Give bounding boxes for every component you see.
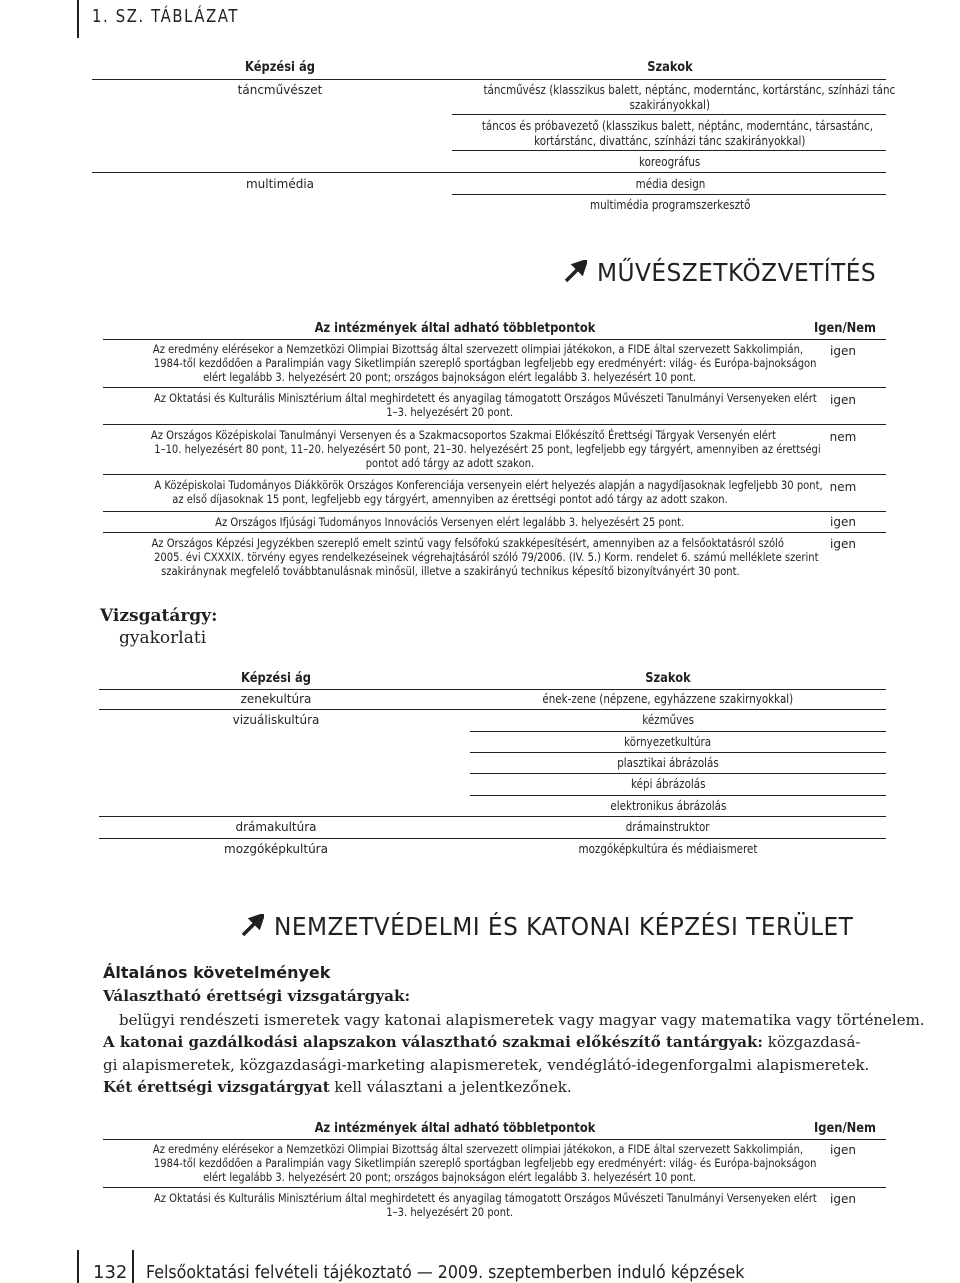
points-row-value: nem <box>829 480 857 494</box>
points-row-text: Az Országos Ifjúsági Tudományos Innovációs Versenyen elért legalább 3. helyezésért 25 pont. <box>215 515 685 529</box>
points-row-text: Az Országos Képzési Jegyzékben szereplő emelt szintű vagy felsőfokú szakképesítésért, amennyiben az a felsőoktatásról szóló 2005. évi CXXXIX. törvény egyes rendelkezéseinek végrehajtásáról szóló 79/2006. (IV. 5.) Korm. rendelet 6. számú melléklete szerint szakiránynak megfelelő továbbtanulásnak minősül, illetve a szakirányú technikus képesítő bizonyítványért 30 pont. <box>151 536 819 578</box>
military-subjects-paragraph: A katonai gazdálkodási alapszakon választható szakmai előkészítő tantárgyak: közgazdasá- <box>103 1033 861 1051</box>
row-rule <box>103 511 886 512</box>
footer-publication-title: Felsőoktatási felvételi tájékoztató — 2009. szeptemberben induló képzések <box>146 1262 745 1283</box>
row-rule <box>470 752 886 753</box>
major-cell: koreográfus <box>639 155 701 169</box>
row-rule <box>103 424 886 425</box>
branch-cell: drámakultúra <box>235 820 317 834</box>
table-header-rule <box>103 339 886 340</box>
exam-subject-value: gyakorlati <box>119 628 207 648</box>
column-header-yes-no: Igen/Nem <box>814 1120 876 1136</box>
points-row-value: igen <box>830 1192 856 1206</box>
table-header-rule <box>92 79 886 80</box>
row-rule <box>99 709 886 710</box>
elective-subjects-text: belügyi rendészeti ismeretek vagy katonai alapismeretek vagy magyar vagy matematika vagy történelem. <box>119 1011 925 1029</box>
major-cell: plasztikai ábrázolás <box>617 756 719 770</box>
column-header-majors: Szakok <box>647 59 693 75</box>
column-header-branch: Képzési ág <box>245 59 315 75</box>
points-row-text: A Középiskolai Tudományos Diákkörök Országos Konferenciája versenyein elért helyezés alapján a nagydíjasoknak legfeljebb 30 pont, az első díjasoknak 15 pont, legfeljebb egy tárgyért, amennyiben az érettségi pontot adó tárgy az adott szakon. <box>154 478 823 506</box>
column-header-points: Az intézmények által adható többletpontok <box>314 320 596 336</box>
major-cell: képi ábrázolás <box>630 777 706 791</box>
row-rule <box>470 773 886 774</box>
column-header-majors: Szakok <box>645 670 691 686</box>
arrow-icon <box>240 913 264 942</box>
major-cell: táncos és próbavezető (klasszikus balett, néptánc, moderntánc, társastánc, kortárstánc, divattánc, színházi tánc szakirányokkal) <box>481 119 874 148</box>
row-rule <box>452 150 886 151</box>
row-rule <box>103 387 886 388</box>
header-side-bar <box>77 0 79 38</box>
row-rule <box>452 114 886 115</box>
major-cell: környezetkultúra <box>624 735 712 749</box>
elective-subjects-label: Választható érettségi vizsgatárgyak: <box>103 987 411 1005</box>
row-rule <box>470 795 886 796</box>
branch-cell: zenekultúra <box>240 692 312 706</box>
major-cell: ének-zene (népzene, egyházzene szakirnyokkal) <box>542 692 794 706</box>
major-cell: multimédia programszerkesztő <box>589 198 751 212</box>
points-row-text: Az Oktatási és Kulturális Minisztérium által meghirdetett és anyagilag támogatott Országos Művészeti Tanulmányi Versenyeken elért 1–3. helyezésért 20 pont. <box>153 1191 817 1219</box>
points-row-value: igen <box>830 344 856 358</box>
row-rule <box>470 731 886 732</box>
branch-cell: vizuáliskultúra <box>232 713 320 727</box>
major-cell: elektronikus ábrázolás <box>610 799 726 813</box>
major-cell: mozgóképkultúra és médiaismeret <box>578 842 758 856</box>
points-row-text: Az eredmény elérésekor a Nemzetközi Olimpiai Bizottság által szervezett olimpiai játékokon, a FIDE által szervezett Sakkolimpián, 1984-től kezdődően a Paralimpián vagy Siketlimpián szereplő sportágban legfeljebb egy eredményért: világ- és Európa-bajnokságon elért legalább 3. helyezésért 20 pont; országos bajnokságon elért legalább 3. helyezésért 10 pont. <box>152 342 817 384</box>
general-requirements-title: Általános követelmények <box>103 963 331 982</box>
footer-separator-bar <box>132 1250 134 1283</box>
points-row-value: igen <box>830 515 856 529</box>
row-rule <box>103 474 886 475</box>
major-cell: kézműves <box>642 713 694 727</box>
branch-cell: mozgóképkultúra <box>224 842 328 856</box>
points-row-value: nem <box>829 430 857 444</box>
footer-side-bar <box>77 1250 79 1283</box>
row-rule <box>103 1187 886 1188</box>
column-header-yes-no: Igen/Nem <box>814 320 876 336</box>
column-header-branch: Képzési ág <box>241 670 311 686</box>
row-rule <box>99 816 886 817</box>
row-rule <box>99 838 886 839</box>
points-row-text: Az eredmény elérésekor a Nemzetközi Olimpiai Bizottság által szervezett olimpiai játékokon, a FIDE által szervezett Sakkolimpián, 1984-től kezdődően a Paralimpián vagy Siketlimpián szereplő sportágban legfeljebb egy eredményért: világ- és Európa-bajnokságon elért legalább 3. helyezésért 20 pont; országos bajnokságon elért legalább 3. helyezésért 10 pont. <box>152 1142 817 1184</box>
row-rule <box>452 194 886 195</box>
arrow-icon <box>563 259 587 288</box>
table-number-title: 1. SZ. TÁBLÁZAT <box>92 6 240 27</box>
exam-subject-label: Vizsgatárgy: <box>100 606 218 626</box>
major-cell: táncművész (klasszikus balett, néptánc, moderntánc, kortárstánc, színházi tánc szakirányokkal) <box>483 83 896 112</box>
branch-cell: táncművészet <box>237 83 323 97</box>
section-heading-muveszetkozvetites: MŰVÉSZETKÖZVETÍTÉS <box>563 258 897 288</box>
row-rule <box>103 532 886 533</box>
points-row-value: igen <box>830 537 856 551</box>
branch-cell: multimédia <box>245 177 315 191</box>
row-rule <box>92 172 886 173</box>
column-header-points: Az intézmények által adható többletpontok <box>314 1120 596 1136</box>
military-subjects-continuation: gi alapismeretek, közgazdasági-marketing alapismeretek, vendéglátó-idegenforgalmi alapismeretek. <box>103 1056 870 1074</box>
points-row-value: igen <box>830 1143 856 1157</box>
major-cell: média design <box>635 177 705 191</box>
points-row-text: Az Országos Középiskolai Tanulmányi Versenyen és a Szakmacsoportos Szakmai Előkészítő Érettségi Tárgyak Versenyén elért 1–10. helyezésért 80 pont, 11–20. helyezésért 50 pont, 21–30. helyezésért 25 pont, legfeljebb egy tárgyért, amennyiben az érettségi pontot adó tárgy az adott szakon. <box>150 428 821 470</box>
two-subjects-note: Két érettségi vizsgatárgyat kell választani a jelentkezőnek. <box>103 1078 572 1096</box>
major-cell: drámainstruktor <box>626 820 710 834</box>
page-number: 132 <box>93 1262 128 1283</box>
points-row-text: Az Oktatási és Kulturális Minisztérium által meghirdetett és anyagilag támogatott Országos Művészeti Tanulmányi Versenyeken elért 1–3. helyezésért 20 pont. <box>153 391 817 419</box>
table-header-rule <box>103 1139 886 1140</box>
points-row-value: igen <box>830 393 856 407</box>
table-header-rule <box>99 689 886 690</box>
section-heading-nemzetvedelmi: NEMZETVÉDELMI ÉS KATONAI KÉPZÉSI TERÜLET <box>240 912 897 942</box>
